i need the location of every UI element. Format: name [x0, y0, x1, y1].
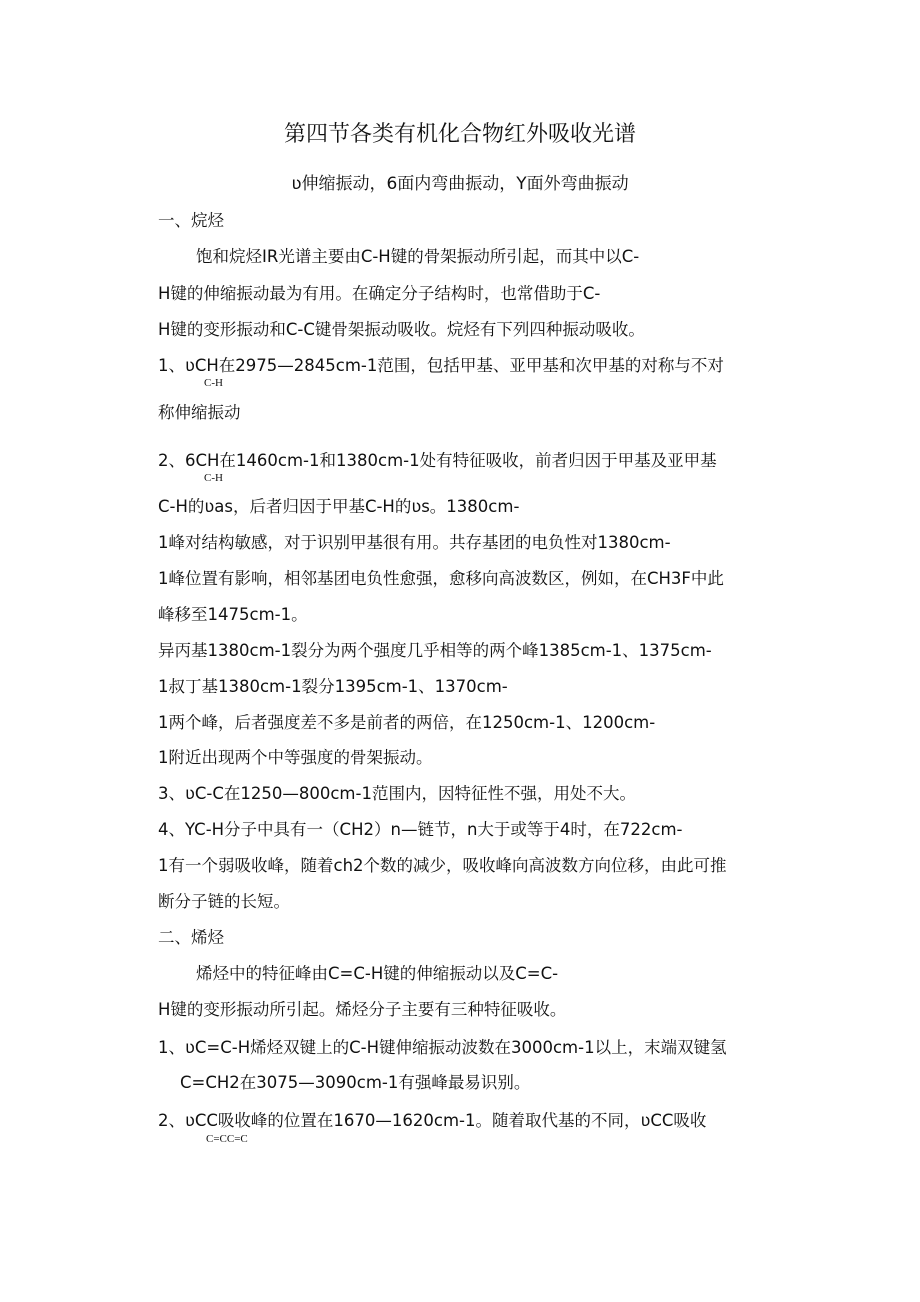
paragraph-line: 1附近出现两个中等强度的骨架振动。: [158, 748, 433, 767]
paragraph-line: 断分子链的长短。: [158, 892, 290, 911]
page-title: 第四节各类有机化合物红外吸收光谱: [283, 122, 636, 147]
paragraph-line: 1有一个弱吸收峰，随着ch2个数的减少，吸收峰向高波数方向位移，由此可推: [158, 856, 727, 875]
subscript-label: C-H: [204, 377, 223, 389]
paragraph-line: 1叔丁基1380cm-1裂分1395cm-1、1370cm-: [158, 677, 508, 696]
section-heading-alkenes: 二、烯烃: [158, 928, 224, 947]
paragraph-line: 烯烃中的特征峰由C=C-H键的伸缩振动以及C=C-: [196, 964, 559, 983]
paragraph-line: C=CH2在3075—3090cm-1有强峰最易识别。: [180, 1073, 531, 1092]
paragraph-line: 异丙基1380cm-1裂分为两个强度几乎相等的两个峰1385cm-1、1375cm-: [158, 641, 712, 660]
paragraph-line: 1峰位置有影响，相邻基团电负性愈强，愈移向高波数区，例如，在CH3F中此: [158, 569, 724, 588]
paragraph-line: H键的伸缩振动最为有用。在确定分子结构时，也常借助于C-: [158, 284, 601, 303]
page-subtitle: ʋ伸缩振动，6面内弯曲振动，Y面外弯曲振动: [291, 174, 629, 194]
paragraph-line: 1两个峰，后者强度差不多是前者的两倍，在1250cm-1、1200cm-: [158, 713, 656, 732]
list-item-1: 1、ʋC=C-H烯烃双键上的C-H键伸缩振动波数在3000cm-1以上，末端双键氢: [158, 1038, 727, 1057]
paragraph-line: 饱和烷烃IR光谱主要由C-H键的骨架振动所引起，而其中以C-: [196, 247, 640, 266]
list-item-1: 1、ʋCH在2975—2845cm-1范围，包括甲基、亚甲基和次甲基的对称与不对: [158, 356, 724, 375]
paragraph-line: 1峰对结构敏感，对于识别甲基很有用。共存基团的电负性对1380cm-: [158, 533, 671, 552]
paragraph-line: C-H的ʋas，后者归因于甲基C-H的ʋs。1380cm-: [158, 497, 520, 516]
paragraph-line: 称伸缩振动: [158, 403, 241, 422]
paragraph-line: H键的变形振动和C-C键骨架振动吸收。烷烃有下列四种振动吸收。: [158, 320, 645, 339]
subscript-label: C=CC=C: [206, 1133, 248, 1145]
list-item-2: 2、6CH在1460cm-1和1380cm-1处有特征吸收，前者归因于甲基及亚甲基: [158, 451, 717, 470]
list-item-2: 2、ʋCC吸收峰的位置在1670—1620cm-1。随着取代基的不同，ʋCC吸收: [158, 1111, 707, 1130]
paragraph-line: 峰移至1475cm-1。: [158, 605, 308, 624]
paragraph-line: H键的变形振动所引起。烯烃分子主要有三种特征吸收。: [158, 1000, 567, 1019]
subscript-label: C-H: [204, 472, 223, 484]
list-item-4: 4、YC-H分子中具有一（CH2）n—链节，n大于或等于4时，在722cm-: [158, 820, 683, 839]
list-item-3: 3、ʋC-C在1250—800cm-1范围内，因特征性不强，用处不大。: [158, 784, 636, 803]
section-heading-alkanes: 一、烷烃: [158, 211, 224, 230]
